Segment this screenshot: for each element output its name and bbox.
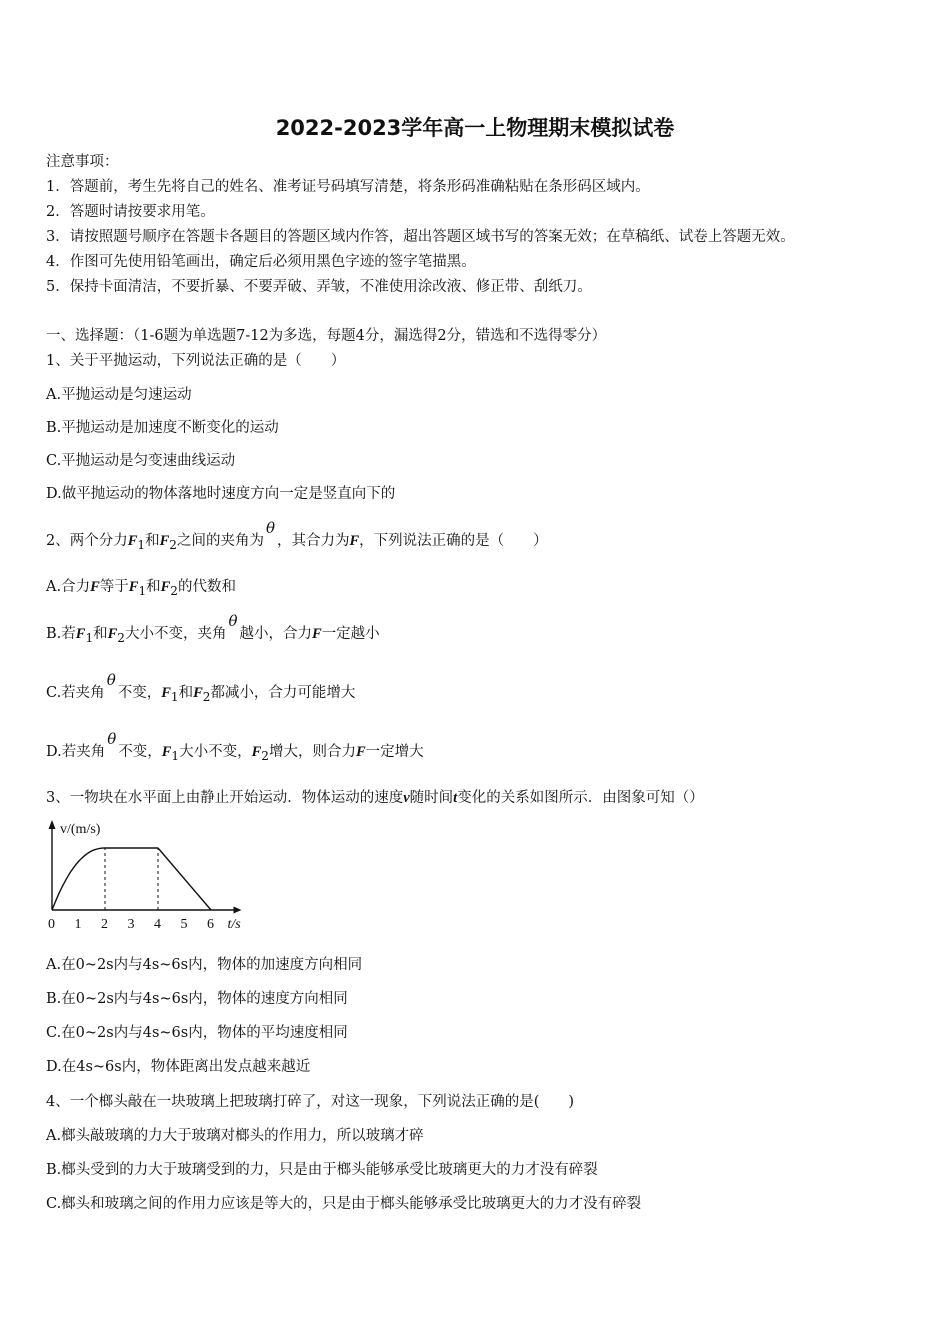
section-header: 一、选择题：（1-6题为单选题7-12为多选，每题4分，漏选得2分，错选和不选得零分）: [46, 328, 607, 344]
notice-item-4: 4．作图可先使用铅笔画出，确定后必须用黑色字迹的签字笔描黑。: [46, 254, 476, 270]
q4-option-a: A.榔头敲玻璃的力大于玻璃对榔头的作用力，所以玻璃才碎: [46, 1128, 424, 1144]
vt-graph: [40, 815, 260, 935]
x-axis-arrow: [234, 907, 242, 914]
q1-option-d: D.做平抛运动的物体落地时速度方向一定是竖直向下的: [46, 486, 396, 502]
q1-option-b: B.平抛运动是加速度不断变化的运动: [46, 420, 279, 436]
theta-symbol: θ: [228, 612, 238, 630]
q2-option-c: C.若夹角θ不变，$F_1$和$F_2$都减小，合力可能增大: [46, 671, 356, 704]
q2-stem: 2、两个分力$F_1$和$F_2$之间的夹角为θ，其合力为F，下列说法正确的是（ ）: [46, 519, 548, 552]
q1-option-a: A.平抛运动是匀速运动: [46, 387, 192, 403]
q3-option-b: B.在0~2s内与4s~6s内，物体的速度方向相同: [46, 991, 348, 1007]
x-tick-label: 1: [74, 917, 82, 932]
y-axis-arrow: [49, 820, 56, 829]
q3-option-d: D.在4s~6s内，物体距离出发点越来越近: [46, 1059, 311, 1075]
q3-option-a: A.在0~2s内与4s~6s内，物体的加速度方向相同: [46, 957, 363, 973]
notice-header: 注意事项：: [46, 154, 119, 170]
curve-accelerating-segment: [52, 848, 105, 910]
q1-option-c: C.平抛运动是匀变速曲线运动: [46, 453, 236, 469]
notice-item-3: 3．请按照题号顺序在答题卡各题目的答题区域内作答，超出答题区域书写的答案无效；在草稿纸、试卷上答题无效。: [46, 229, 795, 245]
theta-symbol: θ: [107, 730, 117, 748]
q4-stem: 4、一个榔头敲在一块玻璃上把玻璃打碎了，对这一现象，下列说法正确的是( ): [46, 1094, 575, 1110]
theta-symbol: θ: [265, 519, 275, 537]
x-tick-label: 3: [127, 917, 135, 932]
q2-option-a: A.合力F等于$F_1$和$F_2$的代数和: [46, 579, 236, 598]
q2-option-b: B.若$F_1$和$F_2$大小不变，夹角θ越小，合力F一定越小: [46, 612, 380, 645]
q2-option-d: D.若夹角θ不变，$F_1$大小不变，$F_2$增大，则合力F一定增大: [46, 730, 424, 763]
page-title: 2022-2023学年高一上物理期末模拟试卷: [275, 116, 675, 140]
q1-stem: 1、关于平抛运动，下列说法正确的是（ ）: [46, 353, 346, 369]
notice-item-5: 5．保持卡面清洁，不要折暴、不要弄破、弄皱，不准使用涂改液、修正带、刮纸刀。: [46, 279, 592, 295]
theta-symbol: θ: [106, 671, 116, 689]
x-tick-label: 6: [207, 917, 214, 932]
x-tick-label: 2: [101, 917, 108, 932]
q4-option-b: B.榔头受到的力大于玻璃受到的力，只是由于榔头能够承受比玻璃更大的力才没有碎裂: [46, 1162, 598, 1178]
x-axis-label: t/s: [227, 917, 241, 932]
x-tick-label: 5: [180, 917, 188, 932]
q3-stem: 3、一物块在水平面上由静止开始运动．物体运动的速度v随时间t变化的关系如图所示．由图象可知（）: [46, 790, 704, 806]
notice-item-2: 2．答题时请按要求用笔。: [46, 204, 215, 220]
q3-option-c: C.在0~2s内与4s~6s内，物体的平均速度相同: [46, 1025, 348, 1041]
decelerating-segment: [158, 848, 211, 910]
x-tick-label: 4: [154, 917, 161, 932]
notice-item-1: 1．答题前，考生先将自己的姓名、准考证号码填写清楚，将条形码准确粘贴在条形码区域内。: [46, 179, 650, 195]
q4-option-c: C.榔头和玻璃之间的作用力应该是等大的，只是由于榔头能够承受比玻璃更大的力才没有碎裂: [46, 1196, 642, 1212]
x-tick-label: 0: [48, 917, 55, 932]
y-axis-label: v/(m/s): [60, 822, 101, 837]
